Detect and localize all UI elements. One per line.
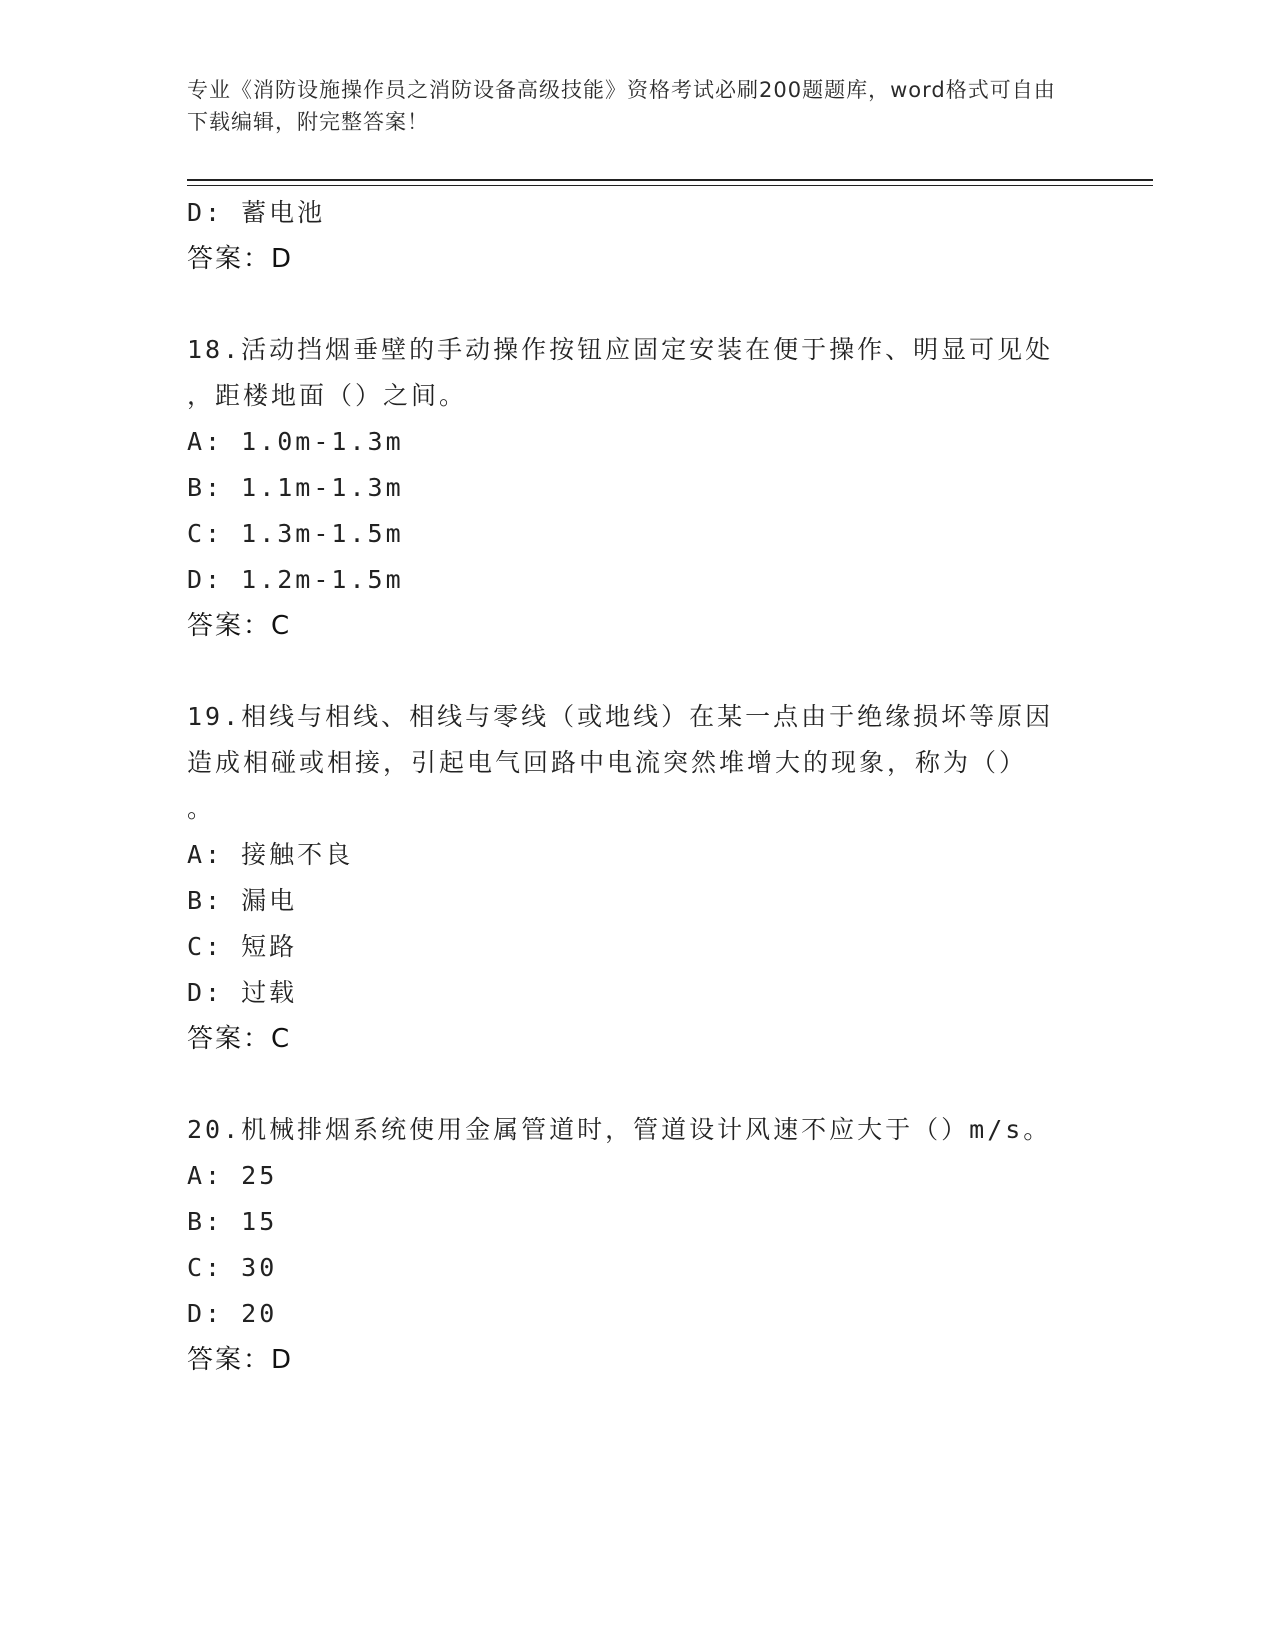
question-20-option-c: C: 30 — [187, 1253, 278, 1282]
prev-option-d: D: 蓄电池 — [187, 198, 326, 227]
question-19-answer: 答案：C — [187, 1024, 292, 1054]
question-19 — [187, 694, 1087, 1062]
question-18-option-b: B: 1.1m-1.3m — [187, 473, 404, 502]
question-20-option-d: D: 20 — [187, 1299, 278, 1328]
question-19-option-b: B: 漏电 — [187, 886, 298, 915]
question-20 — [187, 1107, 1087, 1383]
header-rule-thin — [187, 185, 1153, 186]
question-19-option-d: D: 过载 — [187, 978, 298, 1007]
spacer — [187, 1062, 1087, 1107]
question-20-answer: 答案：D — [187, 1345, 294, 1375]
question-18-line-1: 18.活动挡烟垂壁的手动操作按钮应固定安装在便于操作、明显可见处 — [187, 335, 1054, 364]
header-rule-thick — [187, 179, 1153, 181]
question-20-option-b: B: 15 — [187, 1207, 278, 1236]
question-20-option-a: A: 25 — [187, 1161, 278, 1190]
question-18 — [187, 327, 1087, 649]
question-18-option-a: A: 1.0m-1.3m — [187, 427, 404, 456]
question-18-option-c: C: 1.3m-1.5m — [187, 519, 404, 548]
document-header: 专业《消防设施操作员之消防设备高级技能》资格考试必刷200题题库，word格式可自由下载编辑，附完整答案！ — [187, 78, 1056, 134]
question-18-answer: 答案：C — [187, 611, 292, 641]
question-19-line-1: 19.相线与相线、相线与零线（或地线）在某一点由于绝缘损坏等原因 — [187, 702, 1054, 731]
question-19-option-c: C: 短路 — [187, 932, 298, 961]
question-19-line-2: 造成相碰或相接，引起电气回路中电流突然堆增大的现象，称为（） — [187, 748, 1028, 777]
prev-answer: 答案：D — [187, 244, 294, 274]
question-20-line-1: 20.机械排烟系统使用金属管道时，管道设计风速不应大于（）m/s。 — [187, 1115, 1052, 1144]
question-19-line-3: 。 — [187, 794, 216, 823]
question-19-option-a: A: 接触不良 — [187, 840, 354, 869]
question-18-line-2: ，距楼地面（）之间。 — [187, 381, 468, 410]
spacer — [187, 649, 1087, 694]
question-18-option-d: D: 1.2m-1.5m — [187, 565, 404, 594]
document-body — [187, 190, 1087, 1383]
spacer — [187, 282, 1087, 327]
